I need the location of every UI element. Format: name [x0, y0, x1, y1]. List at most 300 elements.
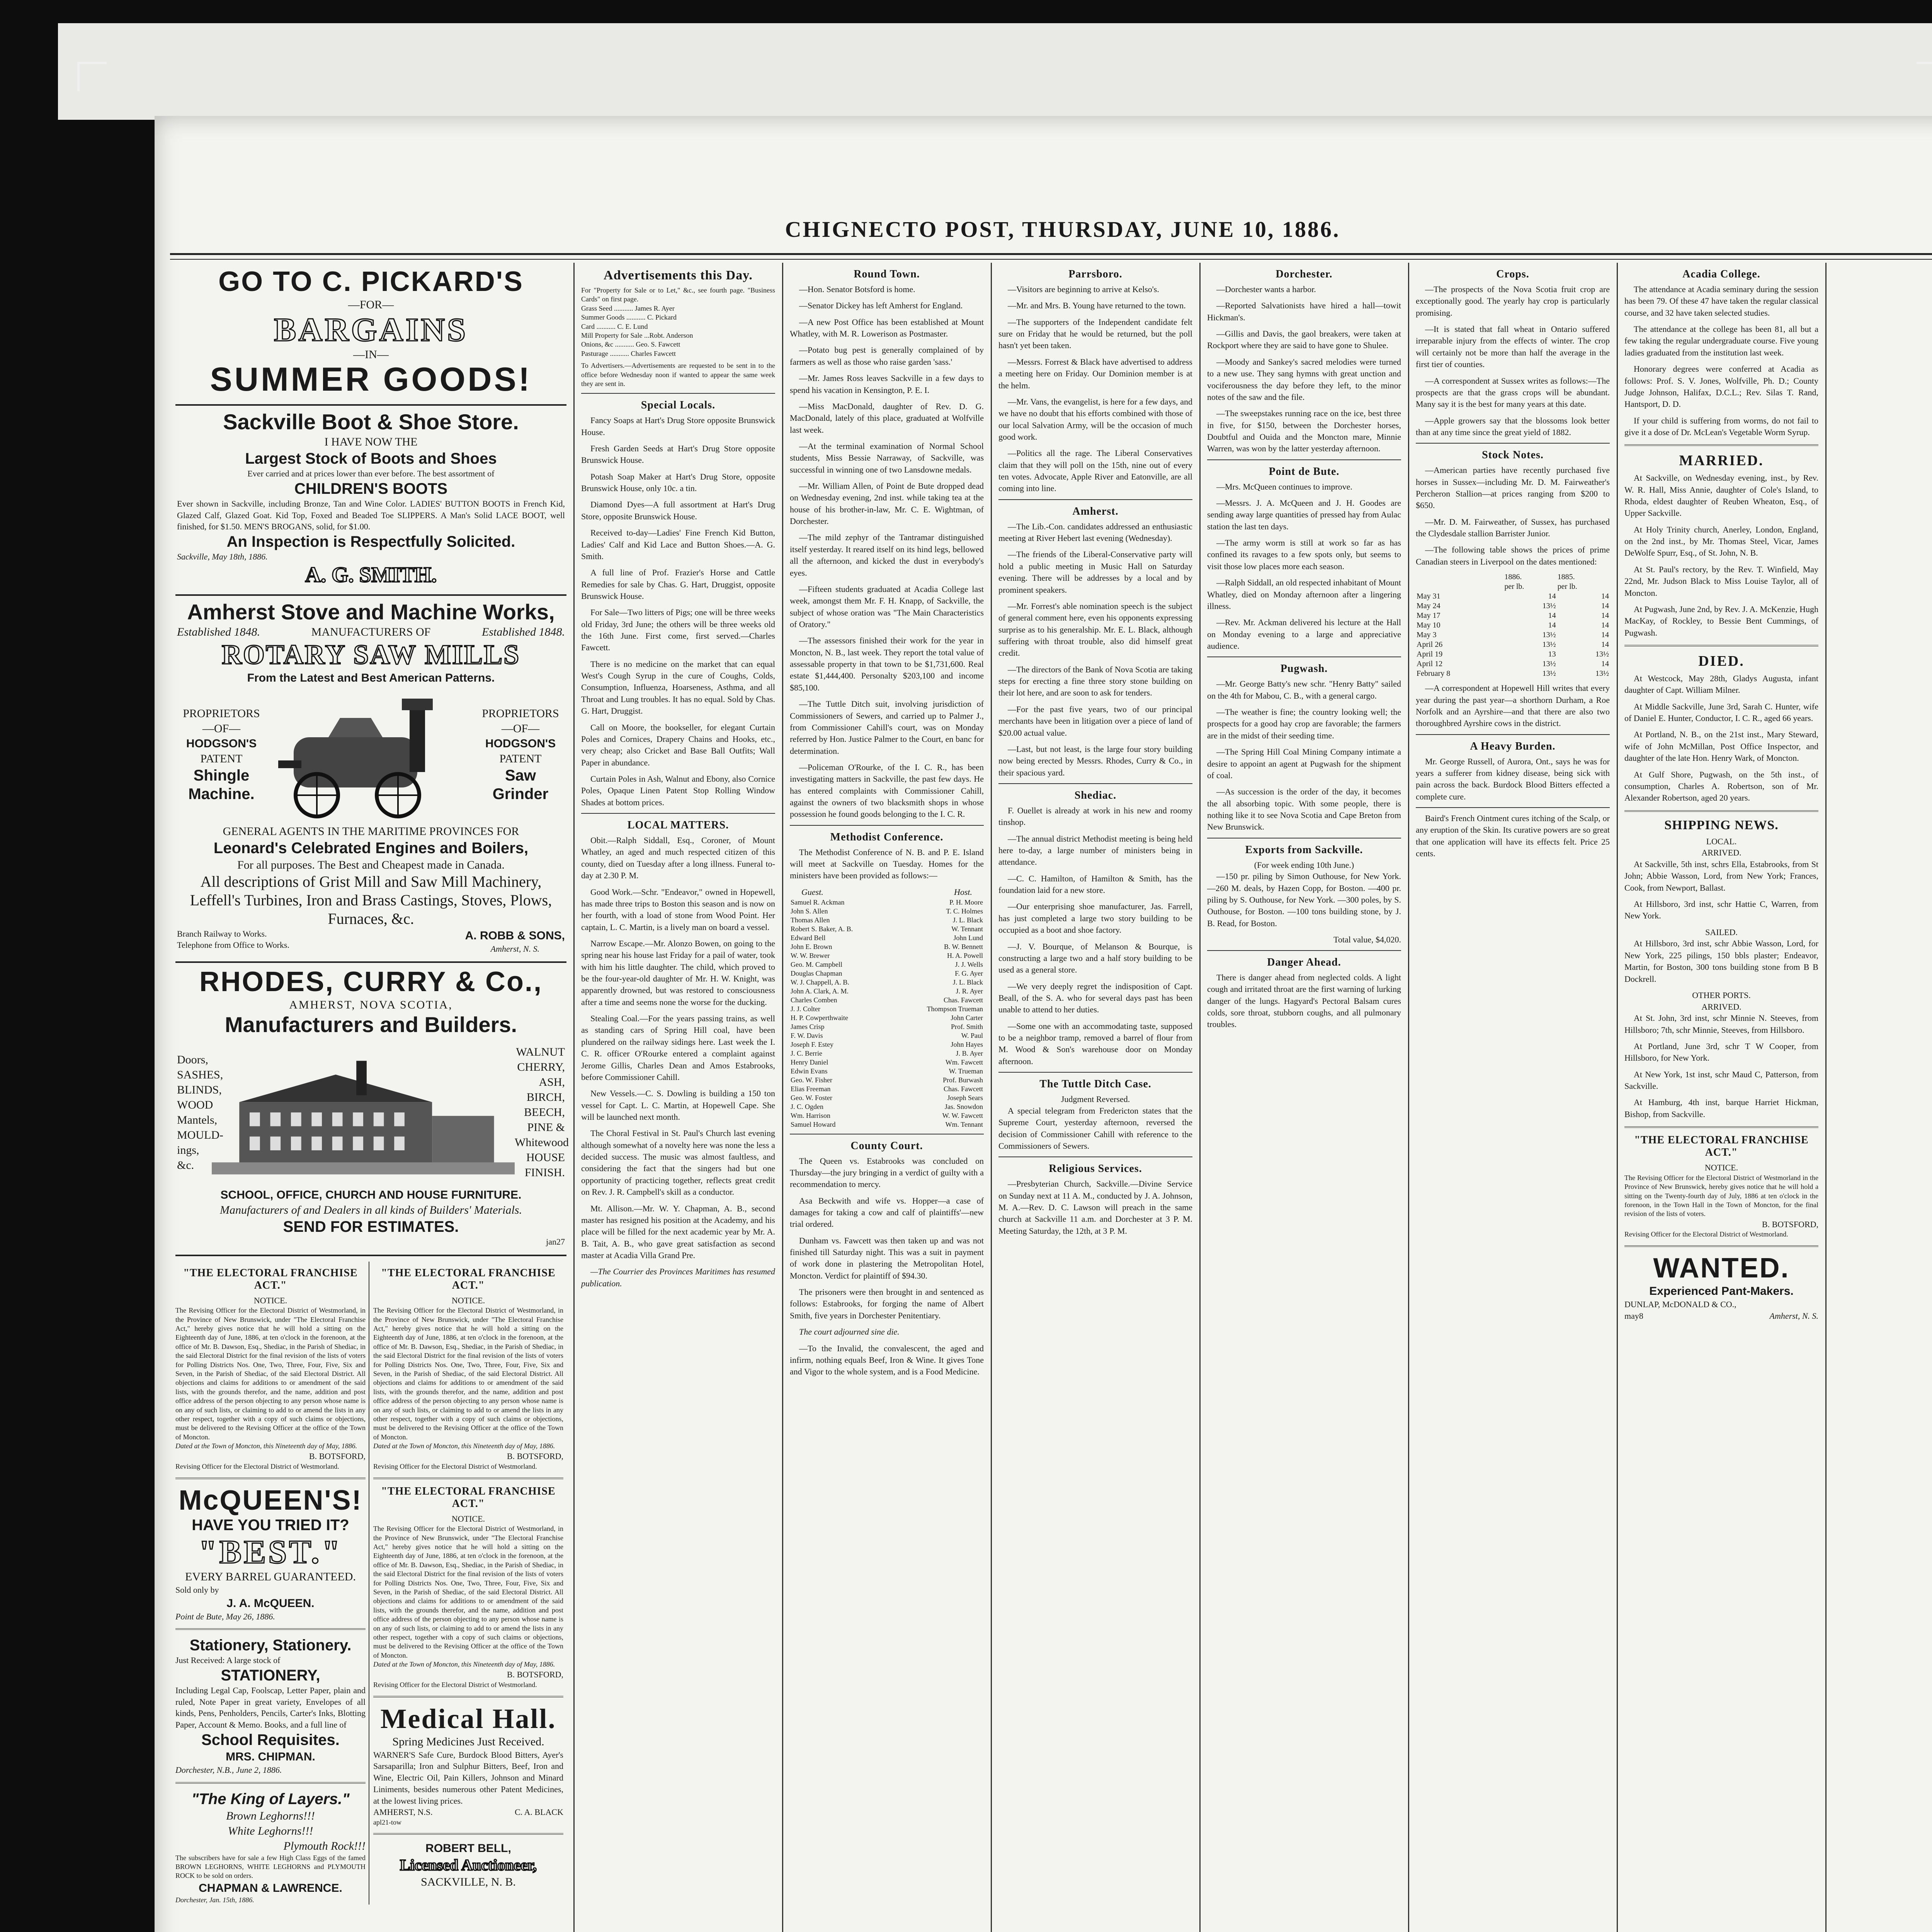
methodist-home-row	[790, 996, 984, 1005]
parrsboro-item: —Visitors are beginning to arrive at Kelso's.	[1008, 284, 1159, 294]
methodist-host: J. L. Black	[953, 916, 983, 924]
rhodes-left-word: Doors,	[177, 1053, 208, 1066]
shipping-other-item: At New York, 1st inst, schr Maud C, Patterson, from Sackville.	[1624, 1069, 1818, 1091]
franchise-late-notice: NOTICE.	[1704, 1163, 1738, 1173]
methodist-host: J. R. Ayer	[956, 987, 983, 995]
corner-bracket-top-left	[77, 62, 107, 91]
advertisers-note: To Advertisers.—Advertisements are requested to be sent in to the office before Wednesday noon if wanted to appear the same week they are sent in.	[581, 362, 775, 388]
round-town-item: —Senator Dickey has left Amherst for England.	[799, 301, 963, 311]
pickard-ad	[175, 263, 566, 406]
mcqueen-ad-ask: HAVE YOU TRIED IT?	[192, 1516, 349, 1534]
steer-price-cell: 14	[1601, 631, 1609, 639]
dorchester-item: —Reported Salvationists have hired a hall—towit Hickman's.	[1207, 301, 1401, 322]
baird-ointment-notice: Baird's French Ointment cures itching of the Scalp, or any eruption of the Skin. Its curative powers are so great that one application will have its effects felt. Price 25 cents.	[1416, 813, 1610, 859]
steer-price-cell: May 24	[1417, 602, 1440, 611]
special-local-item: Curtain Poles in Ash, Walnut and Ebony, also Cornice Poles, Opaque Linen Patent Stop Rolling Window Shades at bottom prices.	[581, 774, 775, 807]
rhodes-ad-title: RHODES, CURRY & Co.,	[199, 966, 543, 998]
steer-table-subheader: per lb.	[1557, 582, 1577, 591]
steer-price-cell: February 8	[1417, 669, 1451, 678]
masthead-rule	[170, 253, 1932, 260]
stationery-ad	[175, 1636, 366, 1776]
rhodes-ad-estimates: SEND FOR ESTIMATES.	[283, 1218, 459, 1235]
methodist-guest: J. C. Ogden	[791, 1102, 823, 1111]
steer-price-row	[1416, 630, 1610, 640]
column-rule	[782, 263, 783, 1932]
franchise-late-role: Revising Officer for the Electoral District of Westmorland.	[1624, 1230, 1788, 1238]
layers-ad-date: Dorchester, Jan. 15th, 1886.	[175, 1896, 254, 1904]
layers-ad-title: "The King of Layers."	[191, 1790, 350, 1808]
amherst-stove-ad	[175, 596, 566, 963]
advertisements-list	[581, 304, 775, 358]
special-local-item: Diamond Dyes—A full assortment at Hart's Drug Store, opposite Brunswick House.	[581, 500, 775, 521]
medical-hall-code: apl21-tow	[373, 1818, 401, 1826]
stationery-ad-date: Dorchester, N.B., June 2, 1886.	[175, 1765, 282, 1775]
auctioneer-name: ROBERT BELL,	[425, 1842, 511, 1855]
methodist-home-row	[790, 1014, 984, 1022]
methodist-guest-label: Guest.	[801, 887, 823, 897]
shipping-other-item: At Portland, June 3rd, schr T W Cooper, from Hillsboro, for New York.	[1624, 1041, 1818, 1063]
methodist-home-row	[790, 987, 984, 996]
special-local-item: There is no medicine on the market that can equal West's Cough Syrup in the cure of Coughs, Colds, Consumption, Influenza, Hoarseness, Asthma, and all Throat and Lung troubles. It has no equal. Sold by Chas. G. Hart, Druggist.	[581, 659, 775, 716]
methodist-host: W. Tennant	[951, 925, 983, 933]
steer-price-cell: May 10	[1417, 621, 1440, 630]
medical-hall-title: Medical Hall.	[380, 1703, 556, 1734]
medical-hall-ad	[373, 1704, 563, 1827]
stock-notes-item: —American parties have recently purchased five horses in Sussex—including Mr. D. M. Fairweather's Percheron Stallion—at prices ranging from $200 to $650.	[1416, 465, 1610, 510]
methodist-guest: Elias Freeman	[791, 1085, 831, 1093]
methodist-guest: Geo. M. Campbell	[791, 960, 842, 968]
methodist-guest: H. P. Cowperthwaite	[791, 1014, 848, 1022]
steer-price-row	[1416, 592, 1610, 601]
steer-price-cell: 13½	[1542, 631, 1556, 639]
franchise-late-body: The Revising Officer for the Electoral District of Westmorland in the Province of New Brunswick, hereby gives notice that he will hold a sitting on the Twenty-fourth day of July, 1886 at ten o'clock in the forenoon, in the Town Hall in the Town of Moncton, for the final revision of the lists of voters.	[1624, 1173, 1818, 1218]
amherst-news-item: —The directors of the Bank of Nova Scotia are taking steps for erecting a fine three story stone building on their lot here, and are soon to ask for tenders.	[998, 664, 1192, 698]
special-local-item: Fresh Garden Seeds at Hart's Drug Store opposite Brunswick House.	[581, 444, 775, 465]
methodist-guest: F. W. Davis	[791, 1031, 823, 1039]
steer-price-cell: 14	[1601, 592, 1609, 601]
died-title: DIED.	[1698, 653, 1745, 669]
rhodes-left-word: SASHES,	[177, 1068, 223, 1081]
steer-price-table	[1416, 572, 1610, 679]
franchise-notice-title-3: "THE ELECTORAL FRANCHISE ACT."	[381, 1485, 556, 1510]
heavy-burden-body: Mr. George Russell, of Aurora, Ont., says he was for years a sufferer from kidney disease, being sick with pain across the back. Burdock Blood Bitters effected a complete cure.	[1416, 756, 1610, 801]
exports-body: —150 pr. piling by Simon Outhouse, for New York. —260 M. deals, by Hazen Copp, for Boston. —400 pr. piling by S. Outhouse, for New York. —300 poles, by S. Outhouse, for Boston. —100 tons building stone, by J. B. Read, for Boston.	[1207, 871, 1401, 928]
methodist-home-row	[790, 1120, 984, 1129]
crops-item: —A correspondent at Sussex writes as follows:—The prospects are that the grass crops will be abundant. Many say it is the best for many years at this date.	[1416, 376, 1610, 409]
amherst-ad-sub: From the Latest and Best American Patterns.	[247, 671, 495, 684]
shediac-title: Shediac.	[1074, 789, 1117, 801]
shediac-item: —Our enterprising shoe manufacturer, Jas. Farrell, has just completed a large two story building to be occupied as a boot and shoe factory.	[998, 901, 1192, 935]
local-matter-item: The Choral Festival in St. Paul's Church last evening although somewhat of a novelty here was none the less a decided success. The music was almost faultless, and considering the fact that the singers had but one opportunity of practicing together, reflects great credit on Rev. J. R. Campbell's skill as a conductor.	[581, 1128, 775, 1197]
point-de-bute-title: Point de Bute.	[1269, 465, 1340, 478]
point-de-bute-item: —Mrs. McQueen continues to improve.	[1216, 481, 1352, 492]
shediac-item: —The annual district Methodist meeting is being held here to-day, a large number of ministers being in attendance.	[998, 833, 1192, 867]
round-town-item: —Policeman O'Rourke, of the I. C. R., has been investigating matters in Sackville, the past few days. He has entered complaints with Commissioner Cahill, against the owners of two blacksmith shops in whose possession he found goods belonging to the I. C. R.	[790, 762, 984, 819]
amherst-news-item: —For the past five years, two of our principal merchants have been in litigation over a piece of land of $20.00 actual value.	[998, 704, 1192, 738]
local-matters-column	[576, 263, 781, 1932]
rhodes-ad-place: AMHERST, NOVA SCOTIA,	[289, 998, 453, 1012]
parrsboro-item: —Politics all the rage. The Liberal Conservatives claim that they will poll on the 15th, nine out of every ten votes. Advocate, Apple River and Eatonville, are all coming into line.	[998, 448, 1192, 493]
steer-table-header: 1886.	[1504, 573, 1522, 582]
steer-price-cell: May 3	[1417, 631, 1437, 639]
steam-engine-illustration	[270, 691, 471, 818]
parrsboro-item: —Messrs. Forrest & Black have advertised to address a meeting here on Friday. Our Dominion member is at the helm.	[998, 357, 1192, 390]
steer-table-header	[1416, 572, 1503, 582]
methodist-host: Chas. Fawcett	[944, 1085, 983, 1093]
methodist-guest: J. J. Colter	[791, 1005, 821, 1013]
amherst-ad-agents: GENERAL AGENTS IN THE MARITIME PROVINCES FOR	[223, 825, 519, 838]
rhodes-left-word: Mantels,	[177, 1113, 218, 1126]
county-court-item: Asa Beckwith and wife vs. Hopper—a case of damages for taking a cow and calf of plaintiffs'—new trial ordered.	[790, 1196, 984, 1229]
methodist-home-row	[790, 942, 984, 951]
round-town-item: —Mr. James Ross leaves Sackville in a few days to spend his vacation in Kensington, P. E. I.	[790, 373, 984, 395]
amherst-ad-hodgson-right: HODGSON'S	[485, 737, 556, 750]
pickard-ad-line4: —IN—	[353, 348, 389, 361]
franchise-notice-body-2: The Revising Officer for the Electoral District of Westmorland, in the Province of New Brunswick, under "The Electoral Franchise Act," hereby gives notice that he will hold a sitting on the Eighteenth day of June, 1886, at ten o'clock in the forenoon, at the office of Mr. B. Dawson, Esq., Shediac, in the Parish of Shediac, in the said Electoral District for the final revision of the lists of voters for Polling Districts Nos. One, Two, Three, Four, Five, Six and Seven, in the Parish of Shediac, of the said Electoral District. All objections and claims for additions to or amendment of the said lists, with the grounds therefor, and the name, addition and post office address of the person objecting to any person whose name is on any of such lists, or claiming to add to or amend the lists in any other respect, together with a copy of such claims or objections, must be delivered to the Revising Officer at the office of the Town of Moncton.	[373, 1306, 563, 1441]
amherst-ad-firm-place: Amherst, N. S.	[490, 944, 540, 954]
acadia-item: The attendance at the college has been 81, all but a few taking the regular undergraduate course. Five young ladies graduated from the institution last week.	[1624, 324, 1818, 357]
acadia-item: The attendance at Acadia seminary during the session has been 79. Of these 47 have taken the regular classical course, and 32 have taken selected studies.	[1624, 284, 1818, 318]
amherst-ad-phone: Telephone from Office to Works.	[177, 940, 289, 950]
wanted-place: Amherst, N. S.	[1769, 1311, 1818, 1321]
methodist-home-row	[790, 1005, 984, 1014]
acadia-item: Honorary degrees were conferred at Acadia as follows: Prof. S. V. Jones, Wolfville, Ph. D.; County Judge Johnson, Halifax, D.C.L.; Rev. Silas T. Rand, Hantsport, D. D.	[1624, 364, 1818, 409]
methodist-home-row	[790, 1058, 984, 1067]
rhodes-ad-furniture: SCHOOL, OFFICE, CHURCH AND HOUSE FURNITURE.	[220, 1188, 522, 1201]
stock-notes-item: —Mr. D. M. Fairweather, of Sussex, has purchased the Clydesdale stallion Barrister Junior.	[1416, 517, 1610, 539]
pickard-ad-line5: SUMMER GOODS!	[210, 361, 532, 398]
advertisement-entry: Pasturage ........... Charles Fawcett	[581, 349, 676, 357]
column-rule	[573, 263, 575, 1932]
methodist-home-row	[790, 951, 984, 960]
shipping-title: SHIPPING NEWS.	[1664, 818, 1779, 832]
round-town-item: —The Tuttle Ditch suit, involving jurisdiction of Commissioners of Sewers, and carried up to Palmer J., from Commissioner Cahill's court, was on Monday referred by Hon. Justice Palmer to the Court, en banc for determination.	[790, 699, 984, 756]
exports-title: Exports from Sackville.	[1245, 844, 1363, 856]
acadia-suffer-note: If your child is suffering from worms, do not fail to give it a dose of Dr. McLean's Vegetable Worm Syrup.	[1624, 415, 1818, 437]
rhodes-right-word: HOUSE	[526, 1151, 565, 1164]
newspaper-page	[155, 116, 1932, 1932]
pugwash-item: —The Spring Hill Coal Mining Company intimate a desire to appoint an agent at Pugwash for the shipment of coal.	[1207, 747, 1401, 780]
local-matters-title: LOCAL MATTERS.	[627, 819, 729, 832]
shediac-item: —Some one with an accommodating taste, supposed to be a neighbor tramp, removed a barrel of flour from M. Wood & Son's warehouse door on Monday afternoon.	[998, 1021, 1192, 1066]
methodist-guest: Edwin Evans	[791, 1067, 828, 1075]
methodist-guest: J. C. Berrie	[791, 1049, 822, 1057]
amherst-ad-prop-right: PROPRIETORS	[482, 707, 559, 720]
pugwash-title: Pugwash.	[1280, 663, 1328, 675]
amherst-news-title: Amherst.	[1072, 505, 1119, 517]
franchise-notice-label-2: NOTICE.	[451, 1295, 485, 1305]
died-item: At Portland, N. B., on the 21st inst., Mary Steward, wife of John McMillan, Post Office Inspector, and daughter of the late Hon. Henry Wark, of Moncton.	[1624, 730, 1818, 763]
crops-column	[1410, 263, 1615, 1932]
died-item: At Westcock, May 28th, Gladys Augusta, infant daughter of Capt. William Milner.	[1624, 673, 1818, 695]
crops-item: —The prospects of the Nova Scotia fruit crop are exceptionally good. The yearly hay crop is particularly promising.	[1416, 284, 1610, 318]
methodist-home-row	[790, 898, 984, 907]
methodist-intro: The Methodist Conference of N. B. and P. E. Island will meet at Sackville on Tuesday. Homes for the ministers have been provided as follows:—	[790, 847, 984, 881]
tuttle-ditch-title: The Tuttle Ditch Case.	[1039, 1078, 1151, 1090]
methodist-home-row	[790, 960, 984, 969]
layers-ad-white: White Leghorns!!!	[228, 1824, 313, 1837]
amherst-ad-of-right: —OF—	[501, 722, 540, 735]
amherst-news-item: —Last, but not least, is the large four story building now being erected by Messrs. Rhodes, Curry & Co., in their spacious yard.	[998, 744, 1192, 777]
methodist-host: Wm. Tennant	[945, 1120, 983, 1128]
tonic-notice: —To the Invalid, the convalescent, the aged and infirm, nothing equals Beef, Iron & Wine. It gives Tone and Vigor to the whole system, and is a Food Medicine.	[790, 1343, 984, 1377]
methodist-guest: John S. Allen	[791, 907, 828, 915]
boot-ad-place: Sackville, May 18th, 1886.	[177, 551, 268, 561]
courrier-note: —The Courrier des Provinces Maritimes has resumed publication.	[581, 1267, 775, 1288]
franchise-notice-dated-2: Dated at the Town of Moncton, this Nineteenth day of May, 1886.	[373, 1442, 555, 1450]
rhodes-right-word: ASH,	[539, 1076, 565, 1089]
advertisements-note: For "Property for Sale or to Let," &c., see fourth page. "Business Cards" on first page.	[581, 286, 775, 303]
local-matter-item: Mt. Allison.—Mr. W. Y. Chapman, A. B., second master has resigned his position at the Academy, and his place will be filled for the next academic year by Mr. A. B. Tait, A. B., who gave great satisfaction as second master at Acadia Villa Grand Pre.	[581, 1203, 775, 1260]
stationery-ad-body: Including Legal Cap, Foolscap, Letter Paper, plain and ruled, Note Paper in great variety, Envelopes of all kinds, Pens, Penholders, Pencils, Carter's Inks, Blotting Paper, Account & Memo. Books, and a full line of	[175, 1685, 366, 1730]
franchise-late-signer: B. BOTSFORD,	[1762, 1219, 1818, 1229]
methodist-home-row	[790, 1085, 984, 1094]
methodist-host: H. A. Powell	[947, 951, 983, 959]
column-rule	[1199, 263, 1201, 1932]
medical-hall-sub: Spring Medicines Just Received.	[392, 1735, 544, 1748]
rhodes-right-word: WALNUT	[516, 1046, 565, 1059]
local-matter-item: Stealing Coal.—For the years passing trains, as well as standing cars of Spring Hill coal, have been plundered on the railway sidings here. Last week the I. C. R. officer O'Rourke entered a complaint against Jerome Gillis, Charles Dean and Amos Estabrooks, before Commissioner Cahill.	[581, 1014, 775, 1082]
steer-table-header: 1885.	[1557, 573, 1575, 582]
methodist-home-row	[790, 969, 984, 978]
methodist-home-row	[790, 1111, 984, 1120]
methodist-home-row	[790, 1094, 984, 1102]
steer-price-cell: 14	[1601, 602, 1609, 611]
stationery-ad-signer: MRS. CHIPMAN.	[226, 1750, 315, 1763]
rhodes-right-word: FINISH.	[524, 1166, 565, 1179]
methodist-host: Joseph Sears	[947, 1094, 983, 1102]
steer-price-cell: 13	[1548, 650, 1556, 659]
factory-building-illustration	[212, 1043, 515, 1182]
crops-item: —Apple growers say that the blossoms look better than at any time since the great yield of 1882.	[1416, 415, 1610, 437]
rhodes-ad-sub: Manufacturers and Builders.	[224, 1012, 517, 1037]
amherst-ad-firm: A. ROBB & SONS,	[465, 929, 565, 942]
shipping-item: At Hillsboro, 3rd inst, schr Abbie Wasson, Lord, for New York, 225 pilings, 150 bbls plaster; Endeavor, Martin, for Boston, 300 tons building stone from B B Dockrell.	[1624, 939, 1818, 984]
steer-price-cell: 14	[1601, 611, 1609, 620]
amherst-ad-machine-left: Shingle Machine.	[188, 767, 255, 803]
amherst-ad-patent-left: PATENT	[200, 752, 243, 765]
stock-notes-item: —The following table shows the prices of prime Canadian steers in Liverpool on the dates mentioned:	[1416, 545, 1610, 566]
local-matter-item: New Vessels.—C. S. Dowling is building a 150 ton vessel for Capt. L. C. Martin, at Hopewell Cape. She will be launched next month.	[581, 1088, 775, 1122]
steer-price-cell: 14	[1601, 640, 1609, 649]
special-local-item: Call on Moore, the bookseller, for elegant Curtain Poles and Cornices, Drapery Chains and Hooks, etc., very cheap; also Cricket and Base Ball Outfits; Wall Paper in abundance.	[581, 722, 775, 767]
shipping-other: OTHER PORTS.	[1692, 990, 1751, 1000]
pugwash-item: —The weather is fine; the country looking well; the prospects for a good hay crop are favorable; the farmers are in the midst of their seeding time.	[1207, 707, 1401, 740]
methodist-guest: Wm. Harrison	[791, 1111, 830, 1119]
round-town-item: —Fifteen students graduated at Acadia College last week, amongst them Mr. F. H. Knapp, of Sackville, the subject of whose oration was "The Main Characteristics of Oratory."	[790, 584, 984, 629]
local-matter-item: Obit.—Ralph Siddall, Esq., Coroner, of Mount Whatley, an aged and much respected citizen of this county, died on Tuesday after a long illness. Funeral to-day at 2.30 P. M.	[581, 835, 775, 881]
advertisement-entry: Card ........... C. E. Lund	[581, 322, 648, 330]
heavy-burden-title: A Heavy Burden.	[1470, 740, 1556, 752]
franchise-notice-label-3: NOTICE.	[451, 1514, 485, 1524]
methodist-home-row	[790, 978, 984, 987]
stock-notes-after: —A correspondent at Hopewell Hill writes that every year during the past year—a shorthorn Durham, a Roe Norfolk and an Ayrshire—and that there are also two thoroughbred Ayrshire cows in the district.	[1416, 683, 1610, 728]
pugwash-item: —As succession is the order of the day, it becomes the all absorbing topic. With some people, there is nothing like it to see Nova Scotia and Cape Breton from New Brunswick.	[1207, 787, 1401, 832]
parrsboro-title: Parrsboro.	[1068, 268, 1122, 280]
advertisement-column	[170, 263, 572, 1932]
parrsboro-item: —Mr. Vans, the evangelist, is here for a few days, and we have no doubt that his efforts combined with those of our local Salvation Army, will be the occasion of much good work.	[998, 396, 1192, 442]
stationery-ad-school: School Requisites.	[201, 1731, 340, 1748]
dorchester-item: —Moody and Sankey's sacred melodies were turned to a new use. They sang hymns with great unction and vociferousness the day before they left, to the minor notes of the saw and the file.	[1207, 357, 1401, 402]
steer-price-row	[1416, 601, 1610, 611]
amherst-news-item: —Mr. Forrest's able nomination speech is the subject of general comment here, even his opponents expressing surprise as to his generalship. Mr. E. L. Black, although suffering with throat trouble, also did himself great credit.	[998, 601, 1192, 658]
auctioneer-place: SACKVILLE, N. B.	[421, 1876, 516, 1889]
steer-price-row	[1416, 640, 1610, 650]
pickard-ad-line1: GO TO C. PICKARD'S	[218, 266, 524, 297]
round-town-item: —Miss MacDonald, daughter of Rev. D. G. MacDonald, lately of this place, graduated at Wolfville last week.	[790, 401, 984, 435]
died-item: At Middle Sackville, June 3rd, Sarah C. Hunter, wife of Daniel E. Hunter, Conductor, I. C. R., aged 66 years.	[1624, 701, 1818, 723]
methodist-guest: Samuel R. Ackman	[791, 898, 845, 906]
married-item: At Holy Trinity church, Anerley, London, England, on the 2nd inst., by Mr. Thomas Steel, Vicar, James DeWolfe Spurr, Esq., of St. John, N. B.	[1624, 524, 1818, 558]
methodist-host: P. H. Moore	[949, 898, 983, 906]
local-matter-item: Narrow Escape.—Mr. Alonzo Bowen, on going to the spring near his house last Friday for a pail of water, took with him his little daughter. The child, which proved to be the four-year-old daughter of Mr. H. W. Knight, was apparently drowned, but was restored to consciousness after a time and seems none the worse for the ducking.	[581, 938, 775, 1007]
steer-price-cell: 13½	[1542, 660, 1556, 668]
methodist-host: Prof. Burwash	[943, 1076, 983, 1084]
methodist-host: T. C. Holmes	[946, 907, 983, 915]
franchise-notice-signer-3: B. BOTSFORD,	[507, 1670, 563, 1680]
round-town-item: —The mild zephyr of the Tantramar distinguished itself yesterday. It reared itself on its hind legs, bellowed all the afternoon, and kicked the dust in everybody's eyes.	[790, 532, 984, 578]
medical-hall-place: AMHERST, N.S.	[373, 1807, 433, 1817]
special-local-item: A full line of Prof. Frazier's Horse and Cattle Remedies for sale by Chas. G. Hart, Druggist, opposite Brunswick House.	[581, 568, 775, 601]
franchise-notice-role-2: Revising Officer for the Electoral District of Westmorland.	[373, 1463, 537, 1471]
layers-ad-brown: Brown Leghorns!!!	[226, 1809, 315, 1822]
rhodes-curry-ad	[175, 963, 569, 1256]
amherst-ad-mfr: MANUFACTURERS OF	[311, 626, 431, 639]
round-town-item: —At the terminal examination of Normal School students, Miss Bessie Narraway, of Sackville, was successful in winning one of two Lansdowne medals.	[790, 441, 984, 474]
shipping-local: LOCAL.	[1706, 836, 1737, 846]
methodist-host: John Lund	[953, 934, 983, 942]
methodist-guest: John E. Brown	[791, 942, 832, 951]
methodist-home-row	[790, 1067, 984, 1076]
methodist-homes-table	[790, 898, 984, 1129]
wanted-sub: Experienced Pant-Makers.	[1649, 1285, 1794, 1298]
right-sub-column	[373, 1262, 566, 1905]
dorchester-item: —The sweepstakes running race on the ice, best three in five, for $150, between the Dorchester horses, Doubtful and Ouida and the Moncton mare, Minnie Warren, was won by the latter yesterday afternoon.	[1207, 408, 1401, 454]
methodist-guest: Douglas Chapman	[791, 969, 842, 977]
film-leader	[58, 23, 1932, 120]
methodist-guest: John A. Clark, A. M.	[791, 987, 849, 995]
methodist-host: W. Trueman	[949, 1067, 983, 1075]
methodist-host: W. Paul	[961, 1031, 983, 1039]
mcqueen-ad-sold: Sold only by	[175, 1585, 219, 1595]
parrsboro-item: —The supporters of the Independent candidate felt sure on Friday that he would be returned, but the poll hasn't yet been taken.	[998, 317, 1192, 350]
methodist-host: Chas. Fawcett	[944, 996, 983, 1004]
medical-hall-body: WARNER'S Safe Cure, Burdock Blood Bitters, Ayer's Sarsaparilla; Iron and Sulphur Bitters, Beef, Iron and Wine, Electric Oil, Pain Killers, Johnson and Minard Liniments, besides numerous other Patent Medicines, at the lowest living prices.	[373, 1750, 563, 1806]
special-local-item: Potash Soap Maker at Hart's Drug Store, opposite Brunswick House, only 10c. a tin.	[581, 471, 775, 493]
married-item: At St. Paul's rectory, by the Rev. T. Winfield, May 22nd, Mr. Judson Black to Miss Louise Taylor, all of Moncton.	[1624, 564, 1818, 598]
franchise-notice-body: The Revising Officer for the Electoral District of Westmorland, in the Province of New Brunswick, under "The Electoral Franchise Act," hereby gives notice that he will hold a sitting on the Eighteenth day of June, 1886, at ten o'clock in the forenoon, at the office of Mr. B. Dawson, Esq., Shediac, in the Parish of Shediac, in the said Electoral District for the final revision of the lists of voters for Polling Districts Nos. One, Two, Three, Four, Five, Six and Seven, in the Parish of Shediac, of the said Electoral District. All objections and claims for additions to or amendment of the said lists, with the grounds therefor, and the name, addition and post office address of the person objecting to any person whose name is on any of such lists, or claiming to add to or amend the lists in any other respect, together with a copy of such claims or objections, must be delivered to the Revising Officer at the office of the Town of Moncton.	[175, 1306, 366, 1441]
dorchester-item: —Gillis and Davis, the gaol breakers, were taken at Rockport where they are said to have gone to Shulee.	[1207, 329, 1401, 350]
left-sub-column	[175, 1262, 369, 1905]
rhodes-left-word: BLINDS,	[177, 1083, 222, 1096]
point-de-bute-item: —Ralph Siddall, an old respected inhabitant of Mount Whatley, died on Monday afternoon after a lingering illness.	[1207, 578, 1401, 611]
rhodes-right-word: PINE &	[527, 1121, 565, 1134]
acadia-column	[1619, 263, 1824, 1932]
amherst-ad-machine-right: Saw Grinder	[492, 767, 549, 803]
methodist-guest: Geo. W. Fisher	[791, 1076, 832, 1084]
franchise-notice-dated: Dated at the Town of Moncton, this Nineteenth day of May, 1886.	[175, 1442, 357, 1450]
advertisement-entry: Mill Property for Sale ...Robt. Anderson	[581, 331, 693, 339]
stationery-ad-received: Just Received: A large stock of	[175, 1655, 281, 1665]
married-item: At Sackville, on Wednesday evening, inst., by Rev. W. R. Hall, Miss Annie, daughter of Cole's Island, to Rhoda, eldest daughter of Reuben Wheaton, Esq., of Upper Sackville.	[1624, 473, 1818, 518]
amherst-ad-desc: All descriptions of Grist Mill and Saw Mill Machinery, Leffell's Turbines, Iron and Brass Castings, Stoves, Plows, Furnaces, &c.	[190, 872, 552, 927]
shediac-item: —J. V. Bourque, of Melanson & Bourque, is constructing a large two and a half story building to be used as a general store.	[998, 941, 1192, 975]
steer-price-cell: 13½	[1595, 650, 1609, 659]
steer-table-subheader	[1416, 582, 1503, 592]
stationery-ad-headline: STATIONERY,	[221, 1667, 320, 1684]
county-court-item: The court adjourned sine die.	[799, 1327, 900, 1337]
steer-price-cell: 14	[1548, 621, 1556, 630]
methodist-guest: Edward Bell	[791, 934, 826, 942]
round-town-item: —Hon. Senator Botsford is home.	[799, 284, 915, 294]
steer-price-cell: April 26	[1417, 640, 1443, 649]
steer-price-row	[1416, 669, 1610, 679]
wanted-title: WANTED.	[1653, 1252, 1790, 1284]
masthead-title: CHIGNECTO POST, THURSDAY, JUNE 10, 1886.	[785, 217, 1340, 242]
tuttle-ditch-body: A special telegram from Fredericton states that the Supreme Court, yesterday afternoon, reversed the decision of Commissioner Cahill with reference to the Commissioners of Sewers.	[998, 1105, 1192, 1151]
religious-body: —Presbyterian Church, Sackville.—Divine Service on Sunday next at 11 A. M., conducted by J. A. Johnson, M. A.—Rev. D. C. Lawson will preach in the same church at Sackville 11 a.m. and Dorchester at 3 P. M. Meeting Saturday, the 12th, at 3 P. M.	[998, 1179, 1192, 1236]
county-court-item: Dunham vs. Fawcett was then taken up and was not finished till Saturday night. This was a suit in payment of work done in plastering the Metropolitan Hotel, Moncton. Verdict for plaintiff of $94.30.	[790, 1235, 984, 1281]
methodist-host: John Carter	[951, 1014, 983, 1022]
advertisement-entry: Onions, &c ........... Geo. S. Fawcett	[581, 340, 680, 349]
column-rule	[1617, 263, 1618, 1932]
point-de-bute-item: —Messrs. J. A. McQueen and J. H. Goodes are sending away large quantities of pressed hay from Aulac station the last ten days.	[1207, 498, 1401, 531]
boot-store-ad	[175, 406, 566, 596]
shediac-item: —We very deeply regret the indisposition of Capt. Beall, of the S. A. who for several days past has been unable to attend to her duties.	[998, 981, 1192, 1015]
methodist-home-row	[790, 1040, 984, 1049]
franchise-notice-label: NOTICE.	[253, 1295, 287, 1305]
round-town-item: —Mr. William Allen, of Point de Bute dropped dead on Wednesday evening, 2nd inst. while taking tea at the house of his brother-in-law, Mr. C. E. Wightman, of Dorchester.	[790, 481, 984, 526]
county-court-item: The Queen vs. Estabrooks was concluded on Thursday—the jury bringing in a verdict of guilty with a recommendation to mercy.	[790, 1156, 984, 1189]
pickard-ad-line2: —FOR—	[348, 298, 394, 311]
steer-price-row	[1416, 659, 1610, 669]
dorchester-item: —Dorchester wants a harbor.	[1216, 284, 1316, 294]
special-local-item: Received to-day—Ladies' Fine French Kid Button, Ladies' Calf and Kid Lace and Button Shoes.—A. G. Smith.	[581, 528, 775, 561]
amherst-ad-headline: ROTARY SAW MILLS	[221, 639, 520, 670]
wanted-code: may8	[1624, 1311, 1643, 1321]
amherst-ad-patent-right: PATENT	[499, 752, 542, 765]
boot-ad-intro: I HAVE NOW THE	[324, 435, 418, 449]
methodist-host: J. B. Ayer	[956, 1049, 983, 1057]
methodist-title: Methodist Conference.	[830, 831, 944, 843]
boot-ad-headline: Largest Stock of Boots and Shoes	[245, 450, 497, 468]
mcqueen-ad-seller: J. A. McQUEEN.	[226, 1597, 315, 1610]
boot-ad-body: Ever shown in Sackville, including Bronze, Tan and Wine Color. LADIES' BUTTON BOOTS in French Kid, Glazed Calf, Glazed Goat. Kid Top, Foxed and Beaded Toe SLIPPERS. A Man's Solid LACE BOOT, well finished, for $1.50. MEN'S BROGANS, solid, for $1.00.	[177, 498, 565, 532]
column-rule	[991, 263, 992, 1932]
died-item: At Gulf Shore, Pugwash, on the 5th inst., of consumption, Charles A. Robertson, son of Mr. Alexander Robertson, aged 20 years.	[1624, 769, 1818, 803]
rhodes-ad-right-words	[515, 1044, 569, 1180]
methodist-home-row	[790, 916, 984, 925]
dorchester-column	[1202, 263, 1406, 1932]
layers-ad-plymouth: Plymouth Rock!!!	[283, 1839, 366, 1852]
franchise-notice-dated-3: Dated at the Town of Moncton, this Nineteenth day of May, 1886.	[373, 1660, 555, 1668]
danger-title: Danger Ahead.	[1267, 956, 1341, 968]
shediac-item: F. Ouellet is already at work in his new and roomy tinshop.	[998, 805, 1192, 827]
methodist-guest: James Crisp	[791, 1022, 825, 1031]
methodist-host-label: Host.	[954, 887, 972, 897]
rhodes-left-word: WOOD	[177, 1098, 213, 1111]
methodist-host: Prof. Smith	[951, 1022, 983, 1031]
methodist-guest: Geo. W. Foster	[791, 1094, 832, 1102]
steer-price-cell: 13½	[1542, 602, 1556, 611]
layers-ad-body: The subscribers have for sale a few High Class Eggs of the famed BROWN LEGHORNS, WHITE LEGHORNS and PLYMOUTH ROCK to be sold on orders.	[175, 1854, 366, 1880]
advertisements-title: Advertisements this Day.	[604, 268, 753, 282]
round-town-item: —Potato bug pest is generally complained of by farmers as well as those who raise garden 'sass.'	[790, 345, 984, 367]
methodist-guest: Joseph F. Estey	[791, 1040, 834, 1048]
acadia-title: Acadia College.	[1682, 268, 1760, 280]
column-rule	[1408, 263, 1409, 1932]
round-town-column	[784, 263, 989, 1932]
